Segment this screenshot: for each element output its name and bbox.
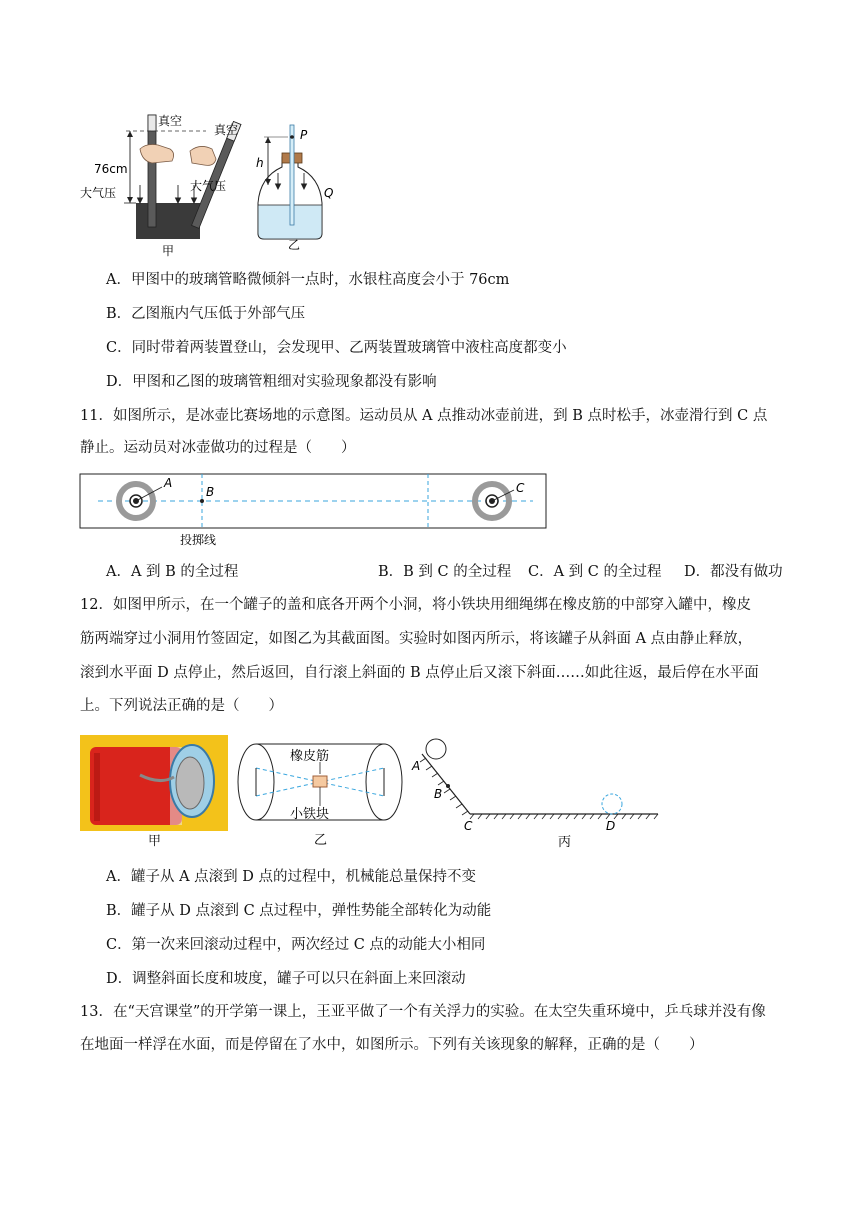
incline-label-c: C: [464, 819, 473, 833]
q12-stem-line3: 滚到水平面 D 点停止，然后返回，自行滚上斜面的 B 点停止后又滚下斜面……如此往返，最后停在水平面: [80, 665, 759, 681]
q12-option-a: A．罐子从 A 点滚到 D 点的过程中，机械能总量保持不变: [106, 869, 477, 885]
label-h: h: [256, 156, 264, 170]
q13-stem-line1: 13．在“天宫课堂”的开学第一课上，王亚平做了一个有关浮力的实验。在太空失重环境中，乒乓球并没有像: [80, 1004, 766, 1020]
point-b: [200, 499, 204, 503]
q13-stem-line2: 在地面一样浮在水面，而是停留在了水中，如图所示。下列有关该现象的解释，正确的是（ ）: [80, 1037, 704, 1053]
can-at-a: [426, 739, 446, 759]
q12-option-c: C．第一次来回滚动过程中，两次经过 C 点的动能大小相同: [106, 937, 486, 953]
q11-option-b: B．B 到 C 的全过程: [378, 564, 512, 580]
label-p: P: [300, 128, 308, 142]
q11-option-a: A．A 到 B 的全过程: [106, 564, 239, 580]
can-caption-yi: 乙: [314, 833, 328, 848]
incline-figure: [408, 734, 668, 852]
curling-label-c: C: [516, 481, 525, 495]
atm-right-label: 大气压: [190, 179, 227, 193]
q11-option-c: C．A 到 C 的全过程: [528, 564, 662, 580]
curling-label-a: A: [164, 476, 173, 490]
q11-stem-line1: 11．如图所示，是冰壶比赛场地的示意图。运动员从 A 点推动冰壶前进，到 B 点时松手，冰壶滑行到 C 点: [80, 408, 768, 424]
q10-figure: [78, 105, 338, 265]
q11-stem-line2: 静止。运动员对冰壶做功的过程是（ ）: [80, 440, 356, 456]
rubber-band-label: 橡皮筋: [290, 749, 330, 764]
iron-block: [313, 776, 327, 787]
vertical-tube: [148, 115, 156, 227]
q12-option-b: B．罐子从 D 点滚到 C 点过程中，弹性势能全部转化为动能: [106, 903, 492, 919]
q10-option-c: C．同时带着两装置登山，会发现甲、乙两装置玻璃管中液柱高度都变小: [106, 340, 567, 356]
can-at-d: [602, 794, 622, 814]
thin-tube: [290, 125, 294, 225]
q12-option-d: D．调整斜面长度和坡度，罐子可以只在斜面上来回滚动: [106, 971, 466, 987]
curling-label-b: B: [206, 485, 215, 499]
can-photo: [80, 735, 228, 831]
height-76-label: 76cm: [94, 162, 128, 176]
incline-label-b: B: [434, 787, 443, 801]
incline-label-d: D: [606, 819, 616, 833]
label-q: Q: [324, 186, 334, 200]
incline-surface: [422, 754, 470, 814]
curling-rink-figure: [78, 470, 550, 550]
can-caption-jia: 甲: [148, 834, 162, 849]
incline-label-a: A: [412, 759, 421, 773]
mercury-tank: [136, 203, 200, 239]
q10-option-d: D．甲图和乙图的玻璃管粗细对实验现象都没有影响: [106, 374, 437, 390]
caption-jia: 甲: [162, 244, 175, 258]
atm-left-label: 大气压: [80, 186, 117, 200]
vacuum-left-label: 真空: [158, 114, 183, 128]
q12-stem-line2: 筋两端穿过小洞用竹签固定，如图乙为其截面图。实验时如图丙所示，将该罐子从斜面 A 点由静止释放，: [80, 631, 753, 647]
throw-line-label: 投掷线: [180, 533, 217, 547]
caption-yi: 乙: [288, 238, 301, 252]
q12-stem-line4: 上。下列说法正确的是（ ）: [80, 698, 283, 714]
q12-stem-line1: 12．如图甲所示，在一个罐子的盖和底各开两个小洞，将小铁块用细绳绑在橡皮筋的中部穿入罐中，橡皮: [80, 597, 751, 613]
vacuum-right-label: 真空: [214, 123, 239, 137]
iron-block-label: 小铁块: [290, 807, 330, 822]
hand-right: [190, 146, 216, 165]
q11-option-d: D．都没有做功: [684, 564, 783, 580]
incline-caption-bing: 丙: [558, 835, 572, 850]
can-cross-section: [234, 740, 406, 852]
q10-option-a: A．甲图中的玻璃管略微倾斜一点时，水银柱高度会小于 76cm: [106, 272, 510, 288]
hand-left: [140, 145, 174, 164]
q10-option-b: B．乙图瓶内气压低于外部气压: [106, 306, 306, 322]
